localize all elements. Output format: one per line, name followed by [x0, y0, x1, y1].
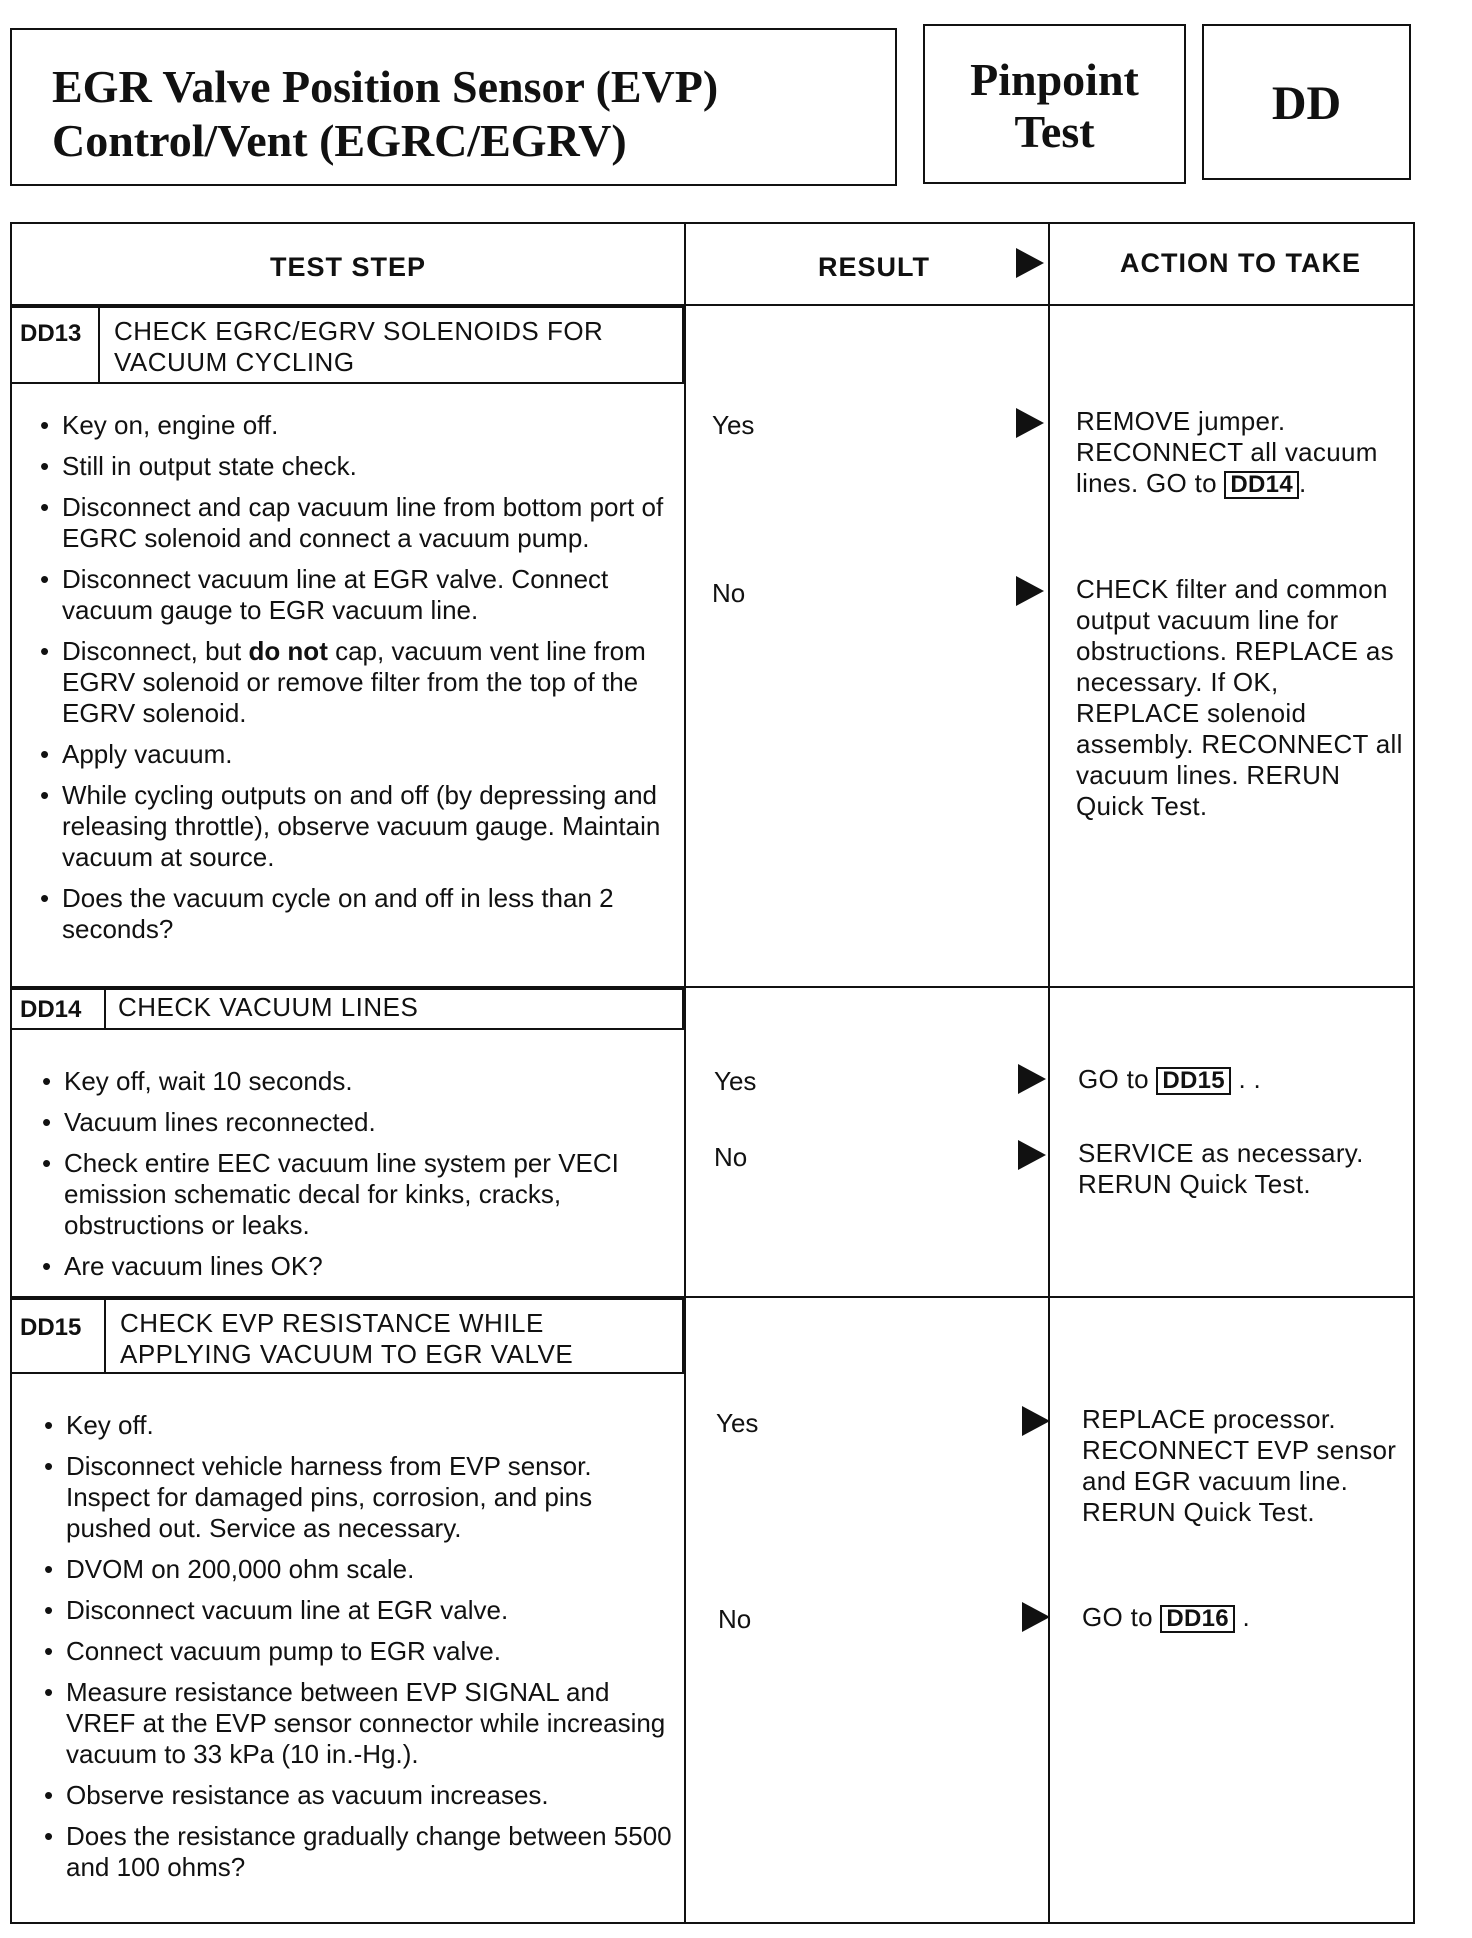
step-id: DD14	[20, 996, 82, 1023]
result-arrow-icon	[1022, 1406, 1050, 1436]
result-arrow-icon	[1018, 1064, 1046, 1094]
pinpoint-label: Pinpoint	[970, 54, 1139, 105]
result-no: No	[718, 1604, 752, 1634]
instruction-item: • Does the resistance gradually change between 5500 and 100 ohms?	[44, 1821, 674, 1883]
step-title-line2: APPLYING VACUUM TO EGR VALVE	[120, 1339, 574, 1369]
procedure-title-line1: EGR Valve Position Sensor (EVP)	[52, 61, 719, 112]
action-yes	[1078, 1064, 1408, 1095]
step-title: CHECK VACUUM LINES	[118, 992, 419, 1022]
instruction-item: • Still in output state check.	[40, 451, 670, 482]
instruction-item: • DVOM on 200,000 ohm scale.	[44, 1554, 674, 1585]
step-instructions	[44, 1410, 674, 1893]
instruction-item: • Measure resistance between EVP SIGNAL and VREF at the EVP sensor connector while increasing vacuum to 33 kPa (10 in.-Hg.).	[44, 1677, 674, 1770]
step-instructions	[40, 410, 670, 955]
result-arrow-icon	[1016, 408, 1044, 438]
step-id-divider	[104, 988, 106, 1028]
instruction-emphasis: do not	[248, 636, 328, 666]
result-no: No	[714, 1142, 748, 1172]
action-no	[1082, 1602, 1412, 1633]
pinpoint-test-box	[923, 24, 1186, 184]
step-instructions	[42, 1066, 672, 1292]
instruction-item: • Key off, wait 10 seconds.	[42, 1066, 672, 1097]
action-text: REMOVE jumper. RECONNECT all vacuum lines. GO to	[1076, 406, 1378, 498]
instruction-text: Disconnect, but	[62, 636, 249, 666]
action-punct: . .	[1238, 1064, 1262, 1094]
instruction-text: cap, vacuum vent line from EGRV solenoid or remove filter from the top of the EGRV solenoid.	[62, 636, 646, 728]
instruction-item: • Key on, engine off.	[40, 410, 670, 441]
step-reference-dd15[interactable]: DD15	[1156, 1067, 1231, 1095]
instruction-item: • Vacuum lines reconnected.	[42, 1107, 672, 1138]
column-divider-action	[1048, 224, 1050, 1922]
step-id: DD13	[20, 320, 82, 347]
instruction-item: • Disconnect vacuum line at EGR valve.	[44, 1595, 674, 1626]
step-id: DD15	[20, 1314, 82, 1341]
result-yes: Yes	[716, 1408, 759, 1438]
result-yes: Yes	[712, 410, 755, 440]
step-title-line2: VACUUM CYCLING	[114, 347, 355, 377]
instruction-item: • While cycling outputs on and off (by depressing and releasing throttle), observe vacuum gauge. Maintain vacuum at source.	[40, 780, 670, 873]
instruction-item: • Key off.	[44, 1410, 674, 1441]
step-id-divider	[98, 306, 100, 382]
procedure-title-box	[10, 28, 897, 186]
step-id-divider	[104, 1298, 106, 1372]
result-arrow-icon	[1016, 576, 1044, 606]
test-code: DD	[1271, 77, 1342, 130]
action-no: SERVICE as necessary. RERUN Quick Test.	[1078, 1138, 1364, 1199]
instruction-item: • Disconnect vehicle harness from EVP sensor. Inspect for damaged pins, corrosion, and pins pushed out. Service as necessary.	[44, 1451, 674, 1544]
action-text: GO to	[1078, 1064, 1149, 1094]
result-arrow-icon	[1022, 1602, 1050, 1632]
instruction-item: • Disconnect and cap vacuum line from bottom port of EGRC solenoid and connect a vacuum pump.	[40, 492, 670, 554]
instruction-item: • Apply vacuum.	[40, 739, 670, 770]
instruction-item: • Check entire EEC vacuum line system per VECI emission schematic decal for kinks, cracks, obstructions or leaks.	[42, 1148, 672, 1241]
result-yes: Yes	[714, 1066, 757, 1096]
instruction-item: • Are vacuum lines OK?	[42, 1251, 672, 1282]
action-no: CHECK filter and common output vacuum line for obstructions. REPLACE as necessary. If OK, REPLACE solenoid assembly. RECONNECT all vacuum lines. RERUN Quick Test.	[1076, 574, 1403, 821]
procedure-title-line2: Control/Vent (EGRC/EGRV)	[52, 115, 627, 166]
column-divider-result	[684, 224, 686, 1922]
action-text: GO to	[1082, 1602, 1153, 1632]
column-header-result: RESULT	[818, 252, 930, 282]
step-title	[114, 316, 603, 378]
column-header-action: ACTION TO TAKE	[1120, 248, 1361, 278]
pinpoint-test-table	[10, 222, 1415, 1924]
action-yes: REPLACE processor. RECONNECT EVP sensor and EGR vacuum line. RERUN Quick Test.	[1082, 1404, 1397, 1527]
instruction-item	[40, 636, 670, 729]
test-code-box	[1202, 24, 1411, 180]
test-label: Test	[1014, 106, 1095, 157]
step-title-line1: CHECK EVP RESISTANCE WHILE	[120, 1308, 544, 1338]
action-punct: .	[1242, 1602, 1251, 1632]
header-arrow-icon	[1016, 248, 1044, 278]
instruction-item: • Observe resistance as vacuum increases.	[44, 1780, 674, 1811]
step-reference-dd14[interactable]: DD14	[1224, 471, 1299, 499]
step-reference-dd16[interactable]: DD16	[1160, 1605, 1235, 1633]
result-arrow-icon	[1018, 1140, 1046, 1170]
step-title-line1: CHECK EGRC/EGRV SOLENOIDS FOR	[114, 316, 604, 346]
column-header-test-step: TEST STEP	[270, 252, 427, 282]
action-yes	[1076, 406, 1406, 499]
instruction-item: • Does the vacuum cycle on and off in less than 2 seconds?	[40, 883, 670, 945]
result-no: No	[712, 578, 746, 608]
step-title	[120, 1308, 573, 1370]
instruction-item: • Connect vacuum pump to EGR valve.	[44, 1636, 674, 1667]
action-punct: .	[1298, 468, 1307, 498]
instruction-item: • Disconnect vacuum line at EGR valve. Connect vacuum gauge to EGR vacuum line.	[40, 564, 670, 626]
